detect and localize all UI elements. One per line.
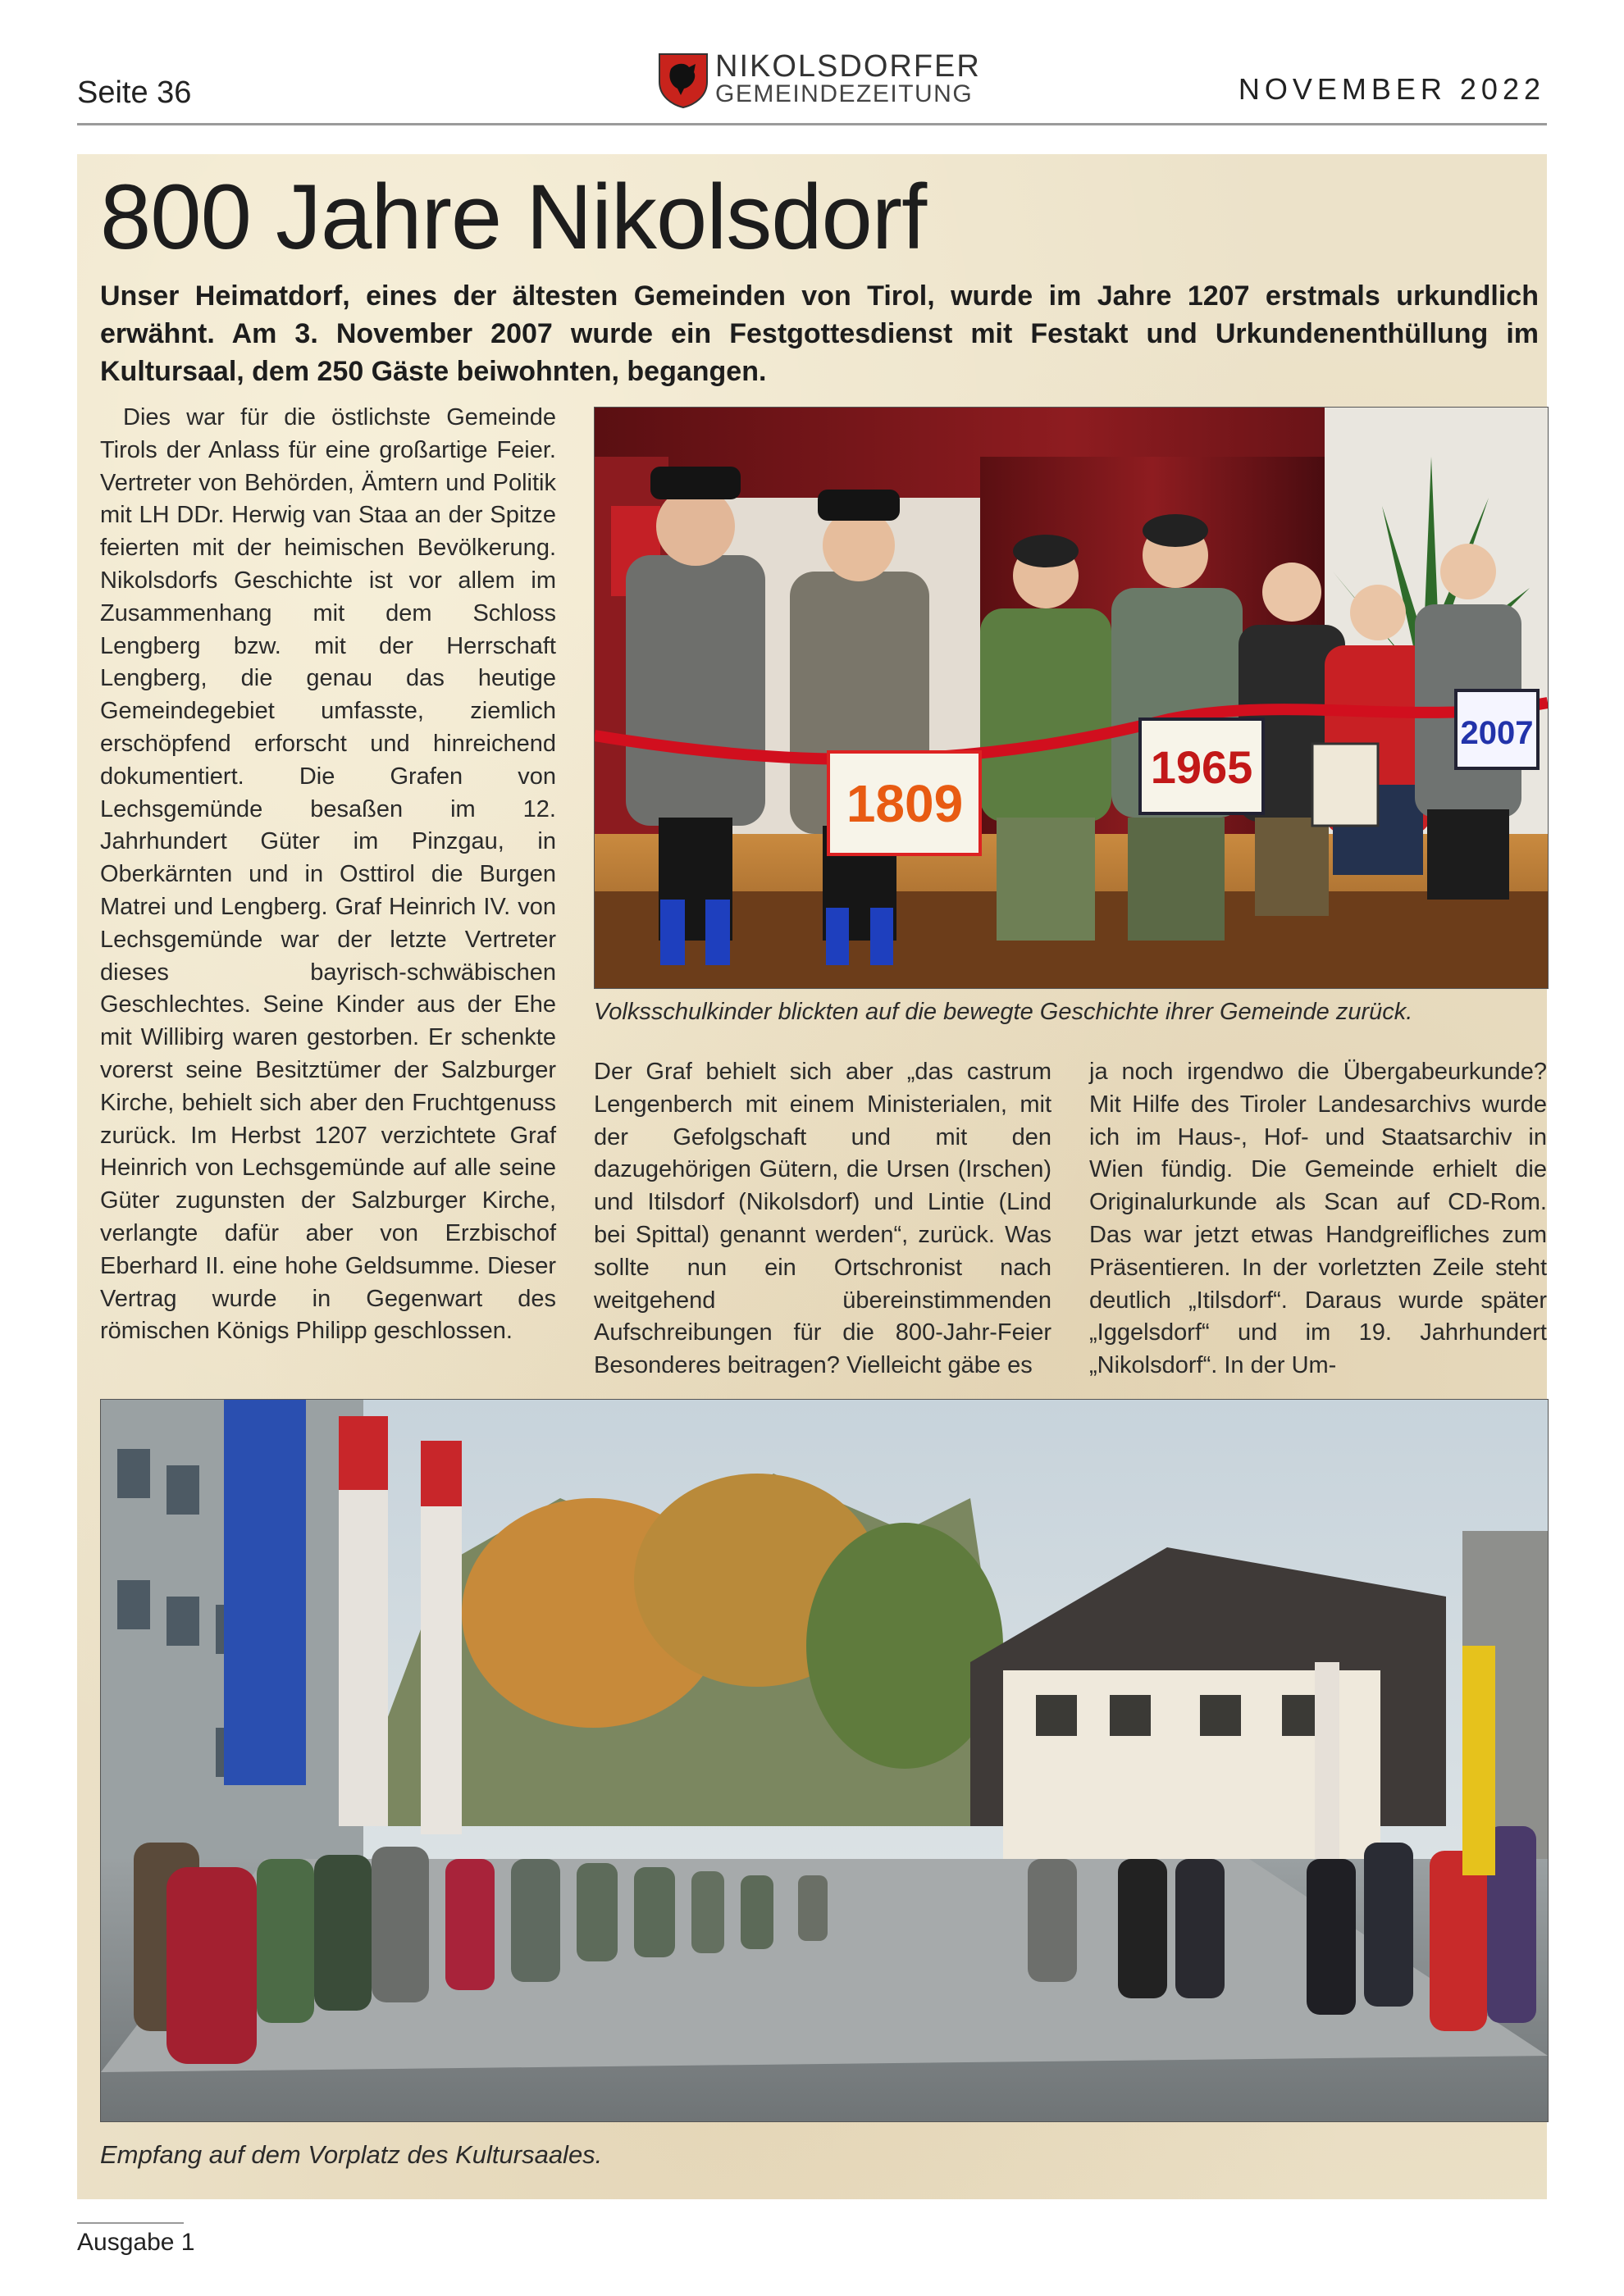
photo-reception-square [100, 1399, 1549, 2122]
photo-reception-illustration [101, 1400, 1548, 2121]
article-lead: Unser Heimatdorf, eines der ältesten Gemeinden von Tirol, wurde im Jahre 1207 erstmals urkundlich erwähnt. Am 3. November 2007 wurde ein Festgottesdienst mit Festakt und Urkundenenthüllung im Kultursaal, dem 250 Gäste beiwohnten, begangen. [100, 280, 1539, 387]
article-column-1: Dies war für die östlichste Gemeinde Tirols der Anlass für eine großartige Feier. Vertreter von Behörden, Ämtern und Politik mit LH DDr. Herwig van Staa an der Spitze feierten mit der heimischen Bevölkerung. Nikolsdorfs Geschichte ist vor allem im Zusammenhang mit dem Schloss Lengberg bzw. mit der Herrschaft Lengberg, die genau das heutige Gemeindegebiet umfasste, ziemlich erschöpfend erforscht und hinreichend dokumentiert. Die Grafen von Lechsgemünde besaßen im 12. Jahrhundert Güter im Pinzgau, in Oberkärnten und in Osttirol die Burgen Matrei und Lengberg. Graf Heinrich IV. von Lechsgemünde war der letzte Vertreter dieses bayrisch-schwäbischen Geschlechtes. Seine Kinder aus der Ehe mit Willibirg waren gestorben. Er schenkte vorerst seine Besitztümer der Salzburger Kirche, behielt sich aber den Fruchtgenuss zurück. Im Herbst 1207 verzichtete Graf Heinrich von Lechsgemünde auf alle seine Güter zugunsten der Salzburger Kirche, verlangte dafür aber von Erzbischof Eberhard II. eine hohe Geldsumme. Dieser Vertrag wurde in Gegenwart des römischen Königs Philipp geschlossen. [100, 404, 556, 1345]
issue-date: NOVEMBER 2022 [1238, 72, 1545, 106]
article-column-3: ja noch irgendwo die Übergabeurkunde? Mit Hilfe des Tiroler Landesarchivs wurde ich im Haus-, Hof- und Staatsarchiv in Wien fündig. Die Gemeinde erhielt die Originalurkunde als Scan auf CD-Rom. Das war jetzt etwas Handgreifliches zum Präsentieren. In der vorletzten Zeile steht deutlich „Itilsdorf“. Daraus wurde später „Iggelsdorf“ und im 19. Jahrhundert „Nikolsdorf“. In der Um- [1089, 1059, 1547, 1379]
header-divider [77, 123, 1547, 125]
article-column-2: Der Graf behielt sich aber „das castrum Lengenberch mit einem Ministerialen, mit der Gefolgschaft und mit den dazugehörigen Gütern, die Ursen (Irschen) und Itilsdorf (Nikolsdorf) und Lintie (Lind bei Spittal) genannt werden“, zurück. Was sollte nun ein Ortschronist nach weitgehend übereinstimmenden Aufschreibungen für die 800-Jahr-Feier Besonderes beitragen? Vielleicht gäbe es [594, 1059, 1051, 1379]
photo-caption-children: Volksschulkinder blickten auf die bewegte Geschichte ihrer Gemeinde zurück. [594, 999, 1413, 1025]
issue-number: Ausgabe 1 [77, 2229, 195, 2256]
sign-1809: 1809 [846, 774, 964, 833]
logo-title-line1: NIKOLSDORFER [715, 49, 981, 84]
page-number: Seite 36 [77, 75, 192, 110]
footer-divider [77, 2222, 184, 2224]
photo-school-children [594, 407, 1549, 989]
photo-school-children-illustration [595, 408, 1548, 988]
photo-caption-reception: Empfang auf dem Vorplatz des Kultursaales. [100, 2140, 603, 2169]
logo-title-line2: GEMEINDEZEITUNG [715, 80, 974, 107]
article-title: 800 Jahre Nikolsdorf [100, 166, 927, 268]
sign-2007: 2007 [1460, 715, 1534, 751]
coat-of-arms-logo [656, 51, 710, 108]
sign-1965: 1965 [1150, 741, 1253, 793]
